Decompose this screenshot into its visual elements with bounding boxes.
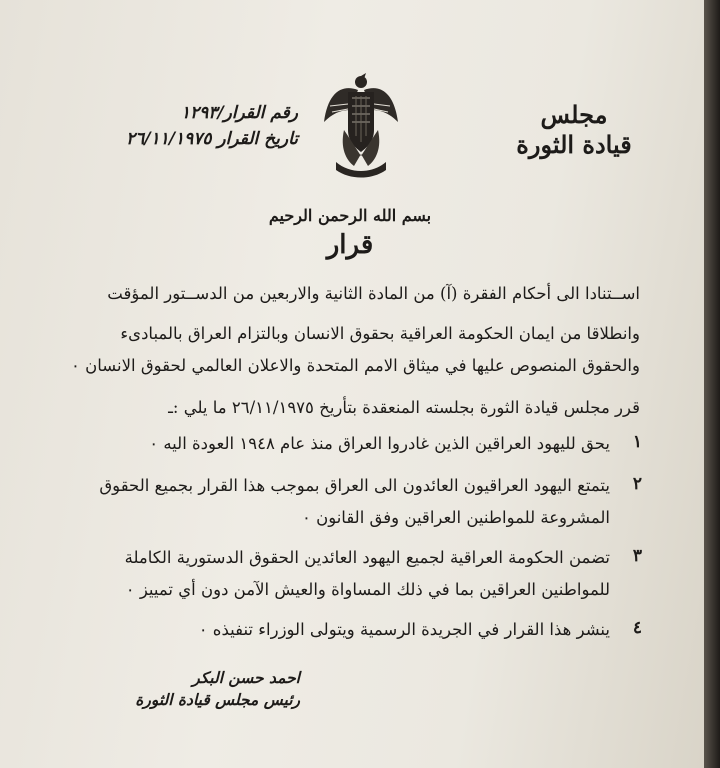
decision-info — [58, 100, 298, 152]
document-title: قرار — [326, 230, 374, 260]
item-number: ١ — [632, 432, 642, 452]
preamble-line: والحقوق المنصوص عليها في ميثاق الامم المتحدة والاعلان العالمي لحقوق الانسان ٠ — [71, 356, 640, 375]
item-text: يتمتع اليهود العراقيون العائدون الى العراق بموجب هذا القرار بجميع الحقوق — [99, 476, 610, 495]
iraqi-eagle-emblem-icon — [320, 70, 402, 180]
item-text: المشروعة للمواطنين العراقين وفق القانون ٠ — [301, 508, 610, 527]
item-text: يحق لليهود العراقين الذين غادروا العراق منذ عام ١٩٤٨ العودة اليه ٠ — [149, 434, 610, 453]
council-line-2: قيادة الثورة — [516, 130, 632, 159]
basmala: بسم الله الرحمن الرحيم — [268, 206, 432, 225]
signature-name: احمد حسن البكر — [192, 668, 300, 687]
signature-title: رئيس مجلس قيادة الثورة — [135, 690, 300, 709]
item-text: ينشر هذا القرار في الجريدة الرسمية ويتولى الوزراء تنفيذه ٠ — [198, 620, 610, 639]
page-edge-shadow — [704, 0, 720, 768]
item-number: ٤ — [632, 618, 642, 638]
item-number: ٢ — [632, 474, 642, 494]
decision-number: رقم القرار/١٢٩٣ — [180, 103, 298, 123]
item-text: تضمن الحكومة العراقية لجميع اليهود العائدين الحقوق الدستورية الكاملة — [124, 548, 610, 567]
preamble-line: وانطلاقا من ايمان الحكومة العراقية بحقوق الانسان وبالتزام العراق بالمبادىء — [120, 324, 640, 343]
decision-date: تاريخ القرار ٢٦/١١/١٩٧٥ — [126, 129, 298, 149]
preamble-line: قرر مجلس قيادة الثورة بجلسته المنعقدة بتأريخ ٢٦/١١/١٩٧٥ ما يلي :ـ — [168, 398, 640, 417]
preamble-line: اســتنادا الى أحكام الفقرة (آ) من المادة الثانية والاربعين من الدســتور المؤقت — [107, 284, 640, 303]
council-line-1: مجلس — [540, 100, 608, 129]
item-number: ٣ — [632, 546, 642, 566]
item-text: للمواطنين العراقين بما في ذلك المساواة والعيش الآمن دون أي تمييز ٠ — [125, 580, 610, 599]
council-name — [512, 100, 636, 160]
